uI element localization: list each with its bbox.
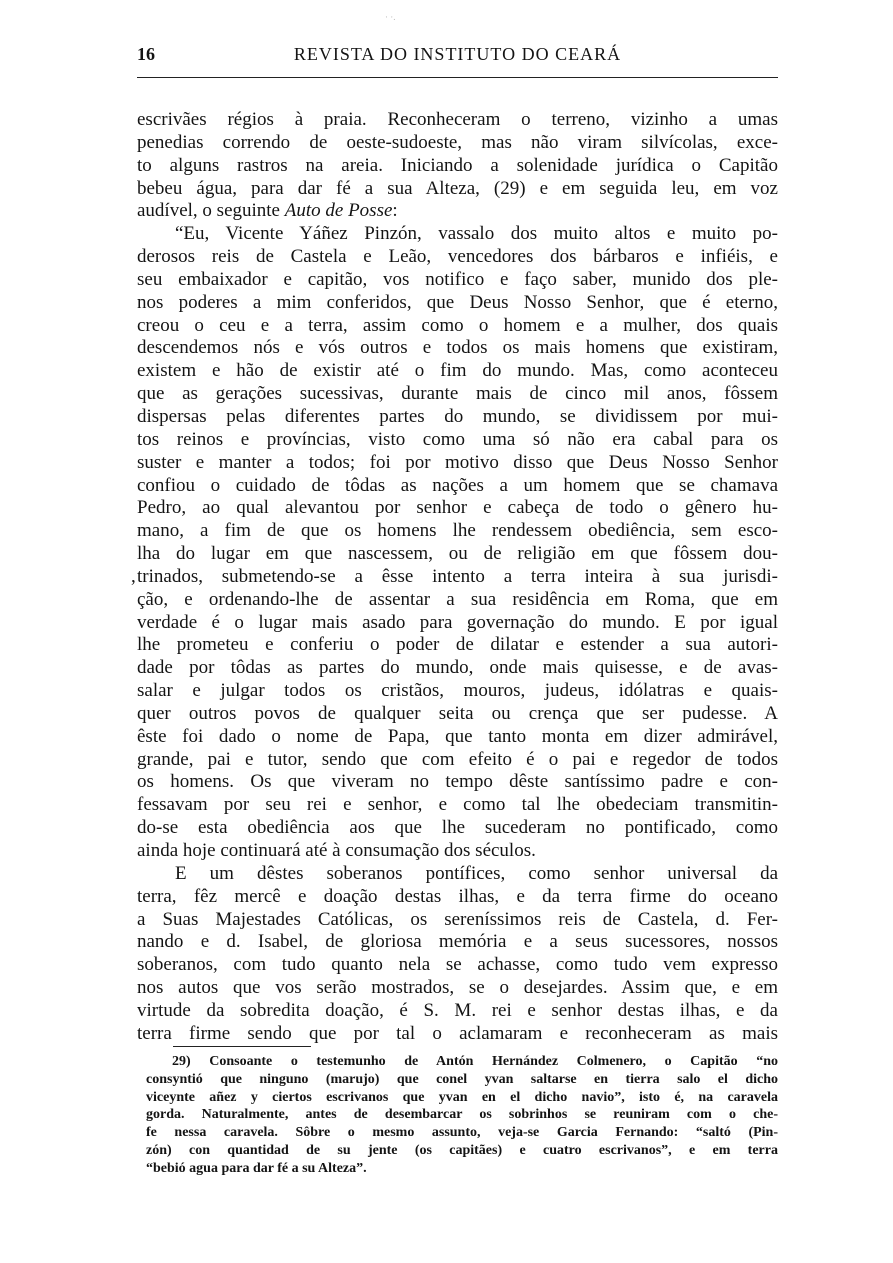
text-line: nos autos que vos serão mostrados, se o desejardes. Assim que, e em [137, 977, 778, 999]
text-line: tos reinos e províncias, visto como uma só não era cabal para os [137, 428, 778, 450]
text-line: nos poderes a mim conferidos, que Deus Nosso Senhor, que é eterno, [137, 291, 778, 313]
text-line: bebeu água, para dar fé a sua Alteza, (29) e em seguida leu, em voz [137, 177, 778, 199]
text-line: ção, e ordenando-lhe de assentar a sua residência em Roma, que em [137, 588, 778, 610]
text-line: suster e manter a todos; foi por motivo disso que Deus Nosso Senhor [137, 451, 778, 473]
footnote-line: 29) Consoante o testemunho de Antón Hernández Colmenero, o Capitão “no [172, 1054, 778, 1069]
footnote-line: gorda. Naturalmente, antes de desembarcar os sobrinhos se reuniram com o che- [146, 1107, 778, 1123]
text-line: terra firme sendo que por tal o aclamaram e reconheceram as mais [137, 1022, 778, 1044]
text-line: mano, a fim de que os homens lhe rendessem obediência, sem esco- [137, 520, 778, 542]
text-line: verdade é o lugar mais asado para governação do mundo. E por igual [137, 611, 778, 633]
text-line: Pedro, ao qual alevantou por senhor e cabeça de todo o gênero hu- [137, 497, 778, 519]
text-line: nando e d. Isabel, de gloriosa memória e a seus sucessores, nossos [137, 931, 778, 953]
footnote-line: viceynte añez y ciertos escrivanos que yvan en el dicho navio”, isto é, na caravela [146, 1089, 778, 1105]
paragraph-start-line: E um dêstes soberanos pontífices, como senhor universal da [175, 862, 778, 884]
text-line: salar e julgar todos os cristãos, mouros, judeus, idólatras e quais- [137, 680, 778, 702]
colon: : [392, 200, 398, 222]
text-line: que as gerações sucessivas, durante mais de cinco mil anos, fôssem [137, 383, 778, 405]
paragraph-end-line: ainda hoje continuará até à consumação dos séculos. [137, 840, 536, 861]
footnote-line: fe nessa caravela. Sôbre o mesmo assunto, veja-se Garcia Fernando: “saltó (Pin- [146, 1125, 778, 1141]
main-text [131, 109, 778, 1046]
margin-mark: , [131, 565, 136, 587]
text-line: to alguns rastros na areia. Iniciando a solenidade jurídica o Capitão [137, 154, 778, 176]
text-line-start: audível, o seguinte [137, 200, 280, 222]
text-line: soberanos, com tudo quanto nela se achasse, como tudo vem expresso [137, 954, 778, 976]
footnote-line: consyntió que ninguno (marujo) que conel yvan saltarse en tierra salo el dicho [146, 1071, 778, 1087]
paragraph-start-line: “Eu, Vicente Yáñez Pinzón, vassalo dos muito altos e muito po- [175, 223, 778, 245]
text-line: quer outros povos de qualquer seita ou crença que ser pudesse. A [137, 702, 778, 724]
text-line: os homens. Os que viveram no tempo dêste santíssimo padre e con- [137, 771, 778, 793]
text-line: escrivães régios à praia. Reconheceram o terreno, vizinho a umas [137, 109, 778, 130]
header-divider [137, 77, 778, 78]
footnote-line: “bebió agua para dar fé a su Alteza”. [146, 1160, 367, 1176]
italic-title: Auto de Posse [284, 200, 393, 222]
text-line: penedias correndo de oeste-sudoeste, mas não viram silvícolas, exce- [137, 131, 778, 153]
text-line: descendemos nós e vós outros e todos os mais homens que existiram, [137, 337, 778, 359]
text-line: creou o ceu e a terra, assim como o homem e a mulher, dos quais [137, 314, 778, 336]
text-line: virtude da sobredita doação, é S. M. rei e senhor destas ilhas, e da [137, 999, 778, 1021]
text-line: lhe prometeu e conferiu o poder de dilatar e estender a sua autori- [137, 634, 778, 656]
text-line: lha do lugar em que nascessem, ou de religião em que fôssem dou- [137, 543, 778, 565]
text-line: do-se esta obediência aos que lhe sucederam no pontificado, como [137, 817, 778, 839]
text-line: dispersas pelas diferentes partes do mundo, se dividissem por mui- [137, 405, 778, 427]
footnote-block [146, 1053, 778, 1178]
text-line: a Suas Majestades Católicas, os sereníssimos reis de Castela, d. Fer- [137, 908, 778, 930]
footnote-line: zón) con quantidad de su jente (os capitães) e cuatro escrivanos”, e em terra [146, 1142, 778, 1158]
text-line-content: trinados, submetendo-se a êsse intento a terra inteira à sua jurisdi- [137, 565, 778, 587]
page-number: 16 [137, 44, 155, 64]
text-line: derosos reis de Castela e Leão, vencedores dos bárbaros e infiéis, e [137, 246, 778, 268]
text-line [137, 200, 778, 223]
text-line [131, 565, 778, 589]
text-line: grande, pai e tutor, sendo que com efeito é o pai e regedor de todos [137, 748, 778, 770]
text-line: fessavam por seu rei e senhor, e como tal lhe obedeciam transmitin- [137, 794, 778, 816]
text-line: seu embaixador e capitão, vos notifico e faço saber, munido dos ple- [137, 268, 778, 290]
running-header [137, 44, 778, 68]
journal-title: REVISTA DO INSTITUTO DO CEARÁ [293, 44, 622, 64]
text-line: terra, fêz mercê e doação destas ilhas, e da terra firme do oceano [137, 885, 778, 907]
print-smudge: · ·. [385, 12, 396, 22]
text-line: dade por tôdas as partes do mundo, onde mais quisesse, e de avas- [137, 657, 778, 679]
text-line: confiou o cuidado de tôdas as nações a um homem que se chamava [137, 474, 778, 496]
text-line: êste foi dado o nome de Papa, que tanto monta em dizer admirável, [137, 725, 778, 747]
text-line: existem e hão de existir até o fim do mundo. Mas, como aconteceu [137, 360, 778, 382]
footnote-divider [173, 1046, 311, 1047]
